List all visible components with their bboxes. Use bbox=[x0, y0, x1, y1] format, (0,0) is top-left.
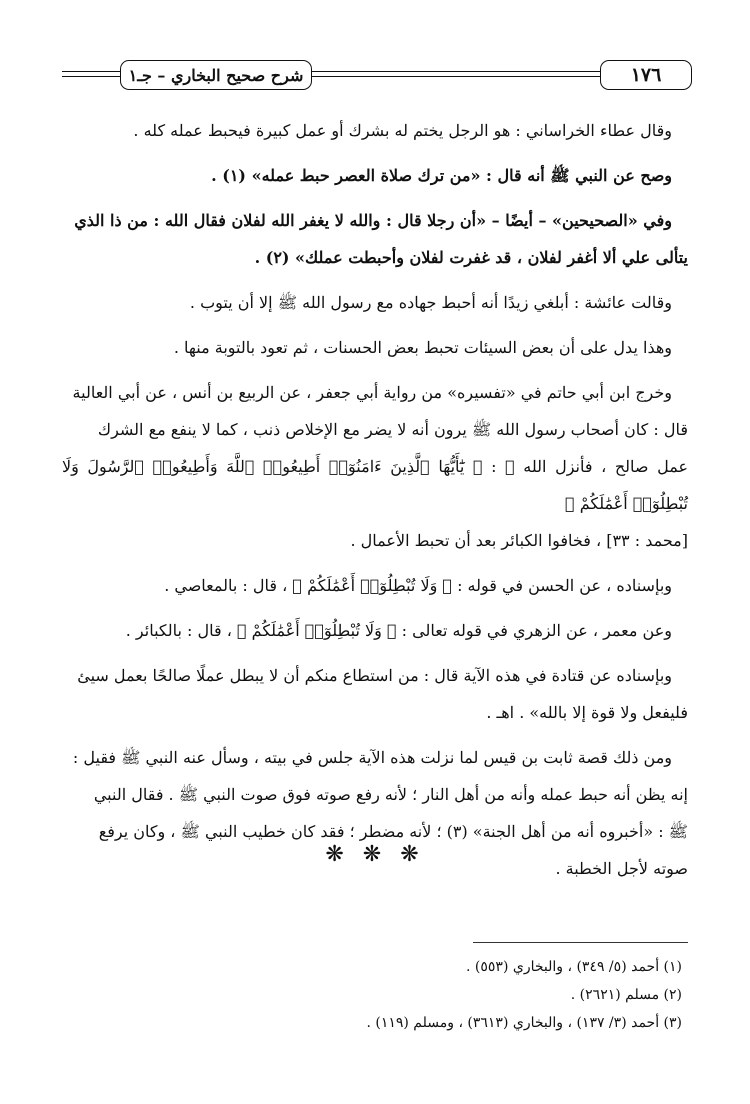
paragraph-qatada bbox=[62, 657, 688, 731]
paragraph-sahihayn bbox=[62, 202, 688, 276]
footnote-rule bbox=[473, 942, 688, 943]
paragraph-hasan bbox=[62, 567, 688, 604]
text-line: عمل صالح ، فأنزل الله ﷻ : ﴿ يَٰٓأَيُّهَا ٱلَّذِينَ ءَامَنُوٓا۟ أَطِيعُوا۟ ٱللَّهَ وَأَطِيعُوا۟ ٱلرَّسُولَ وَلَا تُبْطِلُوٓا۟ أَعْمَٰلَكُمْ ﴾ bbox=[62, 457, 689, 513]
text-line: وبإسناده ، عن الحسن في قوله : ﴿ وَلَا تُبْطِلُوٓا۟ أَعْمَٰلَكُمْ ﴾ ، قال : بالمعاصي . bbox=[164, 576, 672, 595]
text-line: قال : كان أصحاب رسول الله ﷺ يرون أنه لا يضر مع الإخلاص ذنب ، كما لا ينفع مع الشرك bbox=[97, 420, 688, 439]
page-header bbox=[62, 58, 692, 92]
text-line: وعن معمر ، عن الزهري في قوله تعالى : ﴿ وَلَا تُبْطِلُوٓا۟ أَعْمَٰلَكُمْ ﴾ ، قال : بالكبائر . bbox=[125, 621, 672, 640]
paragraph-sins-cancel bbox=[62, 329, 688, 366]
text-line: وفي «الصحيحين» – أيضًا – «أن رجلا قال : والله لا يغفر الله لفلان فقال الله : من ذا الذي bbox=[74, 211, 672, 230]
text-line: وهذا يدل على أن بعض السيئات تحبط بعض الحسنات ، ثم تعود بالتوبة منها . bbox=[173, 338, 672, 357]
text-line: وقال عطاء الخراساني : هو الرجل يختم له بشرك أو عمل كبيرة فيحبط عمله كله . bbox=[133, 121, 672, 140]
footnotes bbox=[62, 954, 682, 1038]
text-line: [محمد : ٣٣] ، فخافوا الكبائر بعد أن تحبط الأعمال . bbox=[350, 531, 688, 550]
text-line: وقالت عائشة : أبلغي زيدًا أنه أحبط جهاده مع رسول الله ﷺ إلا أن يتوب . bbox=[189, 293, 672, 312]
text-line: يتألى علي ألا أغفر لفلان ، قد غفرت لفلان وأحبطت عملك» (٢) . bbox=[254, 248, 688, 267]
text-line: ومن ذلك قصة ثابت بن قيس لما نزلت هذه الآية جلس في بيته ، وسأل عنه النبي ﷺ فقيل : bbox=[72, 748, 672, 767]
text-line: صوته لأجل الخطبة . bbox=[555, 859, 688, 878]
text-line: وخرج ابن أبي حاتم في «تفسيره» من رواية أبي جعفر ، عن الربيع بن أنس ، عن أبي العالية bbox=[72, 383, 672, 402]
main-text bbox=[62, 112, 688, 895]
footnote-3: (٣) أحمد (٣/ ١٣٧) ، والبخاري (٣٦١٣) ، ومسلم (١١٩) . bbox=[366, 1015, 682, 1031]
text-line: وبإسناده عن قتادة في هذه الآية قال : من استطاع منكم أن لا يبطل عملًا صالحًا بعمل سيئ bbox=[77, 666, 672, 685]
text-line: إنه يظن أنه حبط عمله وأنه من أهل النار ؛ لأنه رفع صوته فوق صوت النبي ﷺ . فقال النبي bbox=[93, 785, 688, 804]
paragraph-asr-prayer bbox=[62, 157, 688, 194]
paragraph-ibn-abi-hatim bbox=[62, 374, 688, 559]
section-separator: ❋ ❋ ❋ bbox=[325, 842, 425, 867]
paragraph-ata bbox=[62, 112, 688, 149]
text-line: ﷺ : «أخبروه أنه من أهل الجنة» (٣) ؛ لأنه مضطر ؛ فقد كان خطيب النبي ﷺ ، وكان يرفع bbox=[98, 822, 688, 841]
running-title: شرح صحيح البخاري – جـ١ bbox=[120, 60, 312, 90]
footnote-1: (١) أحمد (٥/ ٣٤٩) ، والبخاري (٥٥٣) . bbox=[466, 959, 682, 975]
text-line: وصح عن النبي ﷺ أنه قال : «من ترك صلاة العصر حبط عمله» (١) . bbox=[211, 166, 672, 185]
footnote-2: (٢) مسلم (٢٦٢١) . bbox=[570, 987, 682, 1003]
paragraph-aisha bbox=[62, 284, 688, 321]
paragraph-zuhri bbox=[62, 612, 688, 649]
text-line: فليفعل ولا قوة إلا بالله» . اهـ . bbox=[486, 703, 688, 722]
page-number: ١٧٦ bbox=[600, 60, 692, 90]
